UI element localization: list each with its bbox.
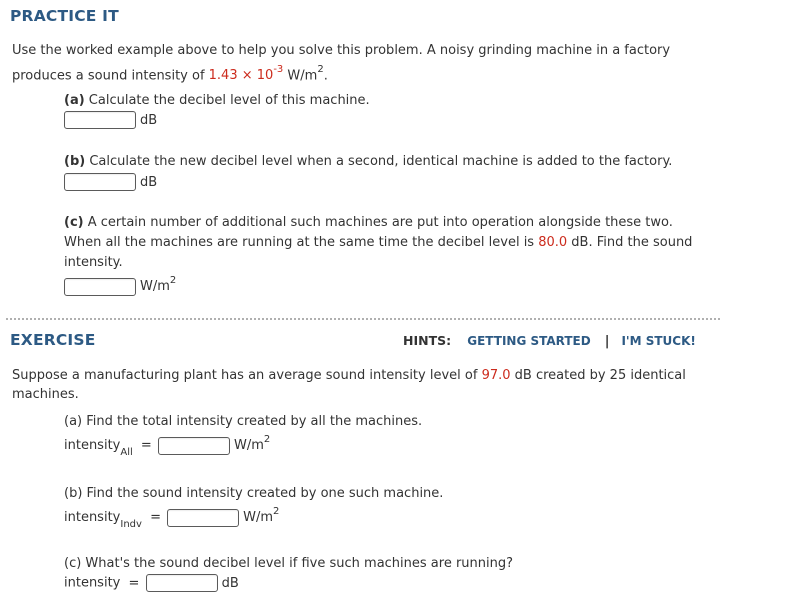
im-stuck-link[interactable]: I'M STUCK! <box>621 334 696 348</box>
exercise-part-a-prompt: (a) Find the total intensity created by all the machines. <box>64 414 423 429</box>
section-divider <box>6 318 720 320</box>
intensity-all-label: intensity$_{All}$ <box>64 438 133 458</box>
exercise-intro-line2: machines. <box>12 387 79 402</box>
exercise-part-c-prompt: (c) What's the sound decibel level if five such machines are running? <box>64 556 514 571</box>
intensity-label: intensity <box>64 575 121 591</box>
sound-level-value: 97.0 <box>481 368 511 383</box>
practice-part-b-input[interactable] <box>64 173 136 191</box>
intro-unit: W/m <box>283 68 318 84</box>
decibel-value: 80.0 <box>538 235 568 250</box>
exercise-part-a-input[interactable] <box>158 437 230 455</box>
unit-label: $W/m^2$ <box>243 506 280 526</box>
exercise-intro-line1: Suppose a manufacturing plant has an average sound intensity level of 97.0 dB created by 25 identical <box>12 368 686 383</box>
exercise-part-c-answer-row: intensity = dB <box>64 575 239 591</box>
practice-part-a-input[interactable] <box>64 111 136 129</box>
practice-part-b-answer-row <box>64 173 157 191</box>
exercise-part-b-input[interactable] <box>167 509 239 527</box>
getting-started-link[interactable]: GETTING STARTED <box>467 334 591 348</box>
practice-title: PRACTICE IT <box>10 7 119 25</box>
practice-part-c-input[interactable] <box>64 278 136 296</box>
hints-bar <box>403 333 696 349</box>
unit-label: dB <box>221 575 239 591</box>
unit-label: dB <box>140 112 158 128</box>
exercise-part-b-answer-row: intensity$_{Indv}$ = $W/m^2$ <box>64 506 280 530</box>
practice-part-a-answer-row <box>64 111 157 129</box>
practice-intro-line1: Use the worked example above to help you solve this problem. A noisy grinding machine in a factory <box>12 43 671 58</box>
practice-part-a-prompt: (a) Calculate the decibel level of this machine. <box>64 93 370 108</box>
hint-separator: | <box>604 334 610 349</box>
exercise-part-a-answer-row: intensity$_{All}$ = $W/m^2$ <box>64 434 271 458</box>
exercise-part-c-input[interactable] <box>146 574 218 592</box>
practice-part-c-prompt-line1: (c) A certain number of additional such machines are put into operation alongside these two. <box>64 215 673 230</box>
intensity-indv-label: intensity$_{Indv}$ <box>64 510 142 530</box>
practice-part-c-prompt-line2: When all the machines are running at the same time the decibel level is 80.0 dB. Find the sound <box>64 235 693 250</box>
unit-label: dB <box>140 174 158 190</box>
intensity-value: $1.43 \times 10^{-3}$ <box>208 64 284 84</box>
practice-part-b-prompt: (b) Calculate the new decibel level when a second, identical machine is added to the factory. <box>64 154 673 169</box>
hints-label: HINTS: <box>403 333 452 348</box>
practice-intro-line2: produces a sound intensity of $1.43 \times 10^{-3}$ $W/m^2$. <box>12 64 328 84</box>
practice-part-c-prompt-line3: intensity. <box>64 255 123 270</box>
unit-label: $W/m^2$ <box>233 434 271 454</box>
exercise-title: EXERCISE <box>10 331 96 349</box>
unit-label: $W/m^2$ <box>140 275 177 295</box>
exercise-part-b-prompt: (b) Find the sound intensity created by one such machine. <box>64 486 444 501</box>
practice-part-c-answer-row <box>64 277 176 296</box>
intro-text: produces a sound intensity of <box>12 68 209 84</box>
